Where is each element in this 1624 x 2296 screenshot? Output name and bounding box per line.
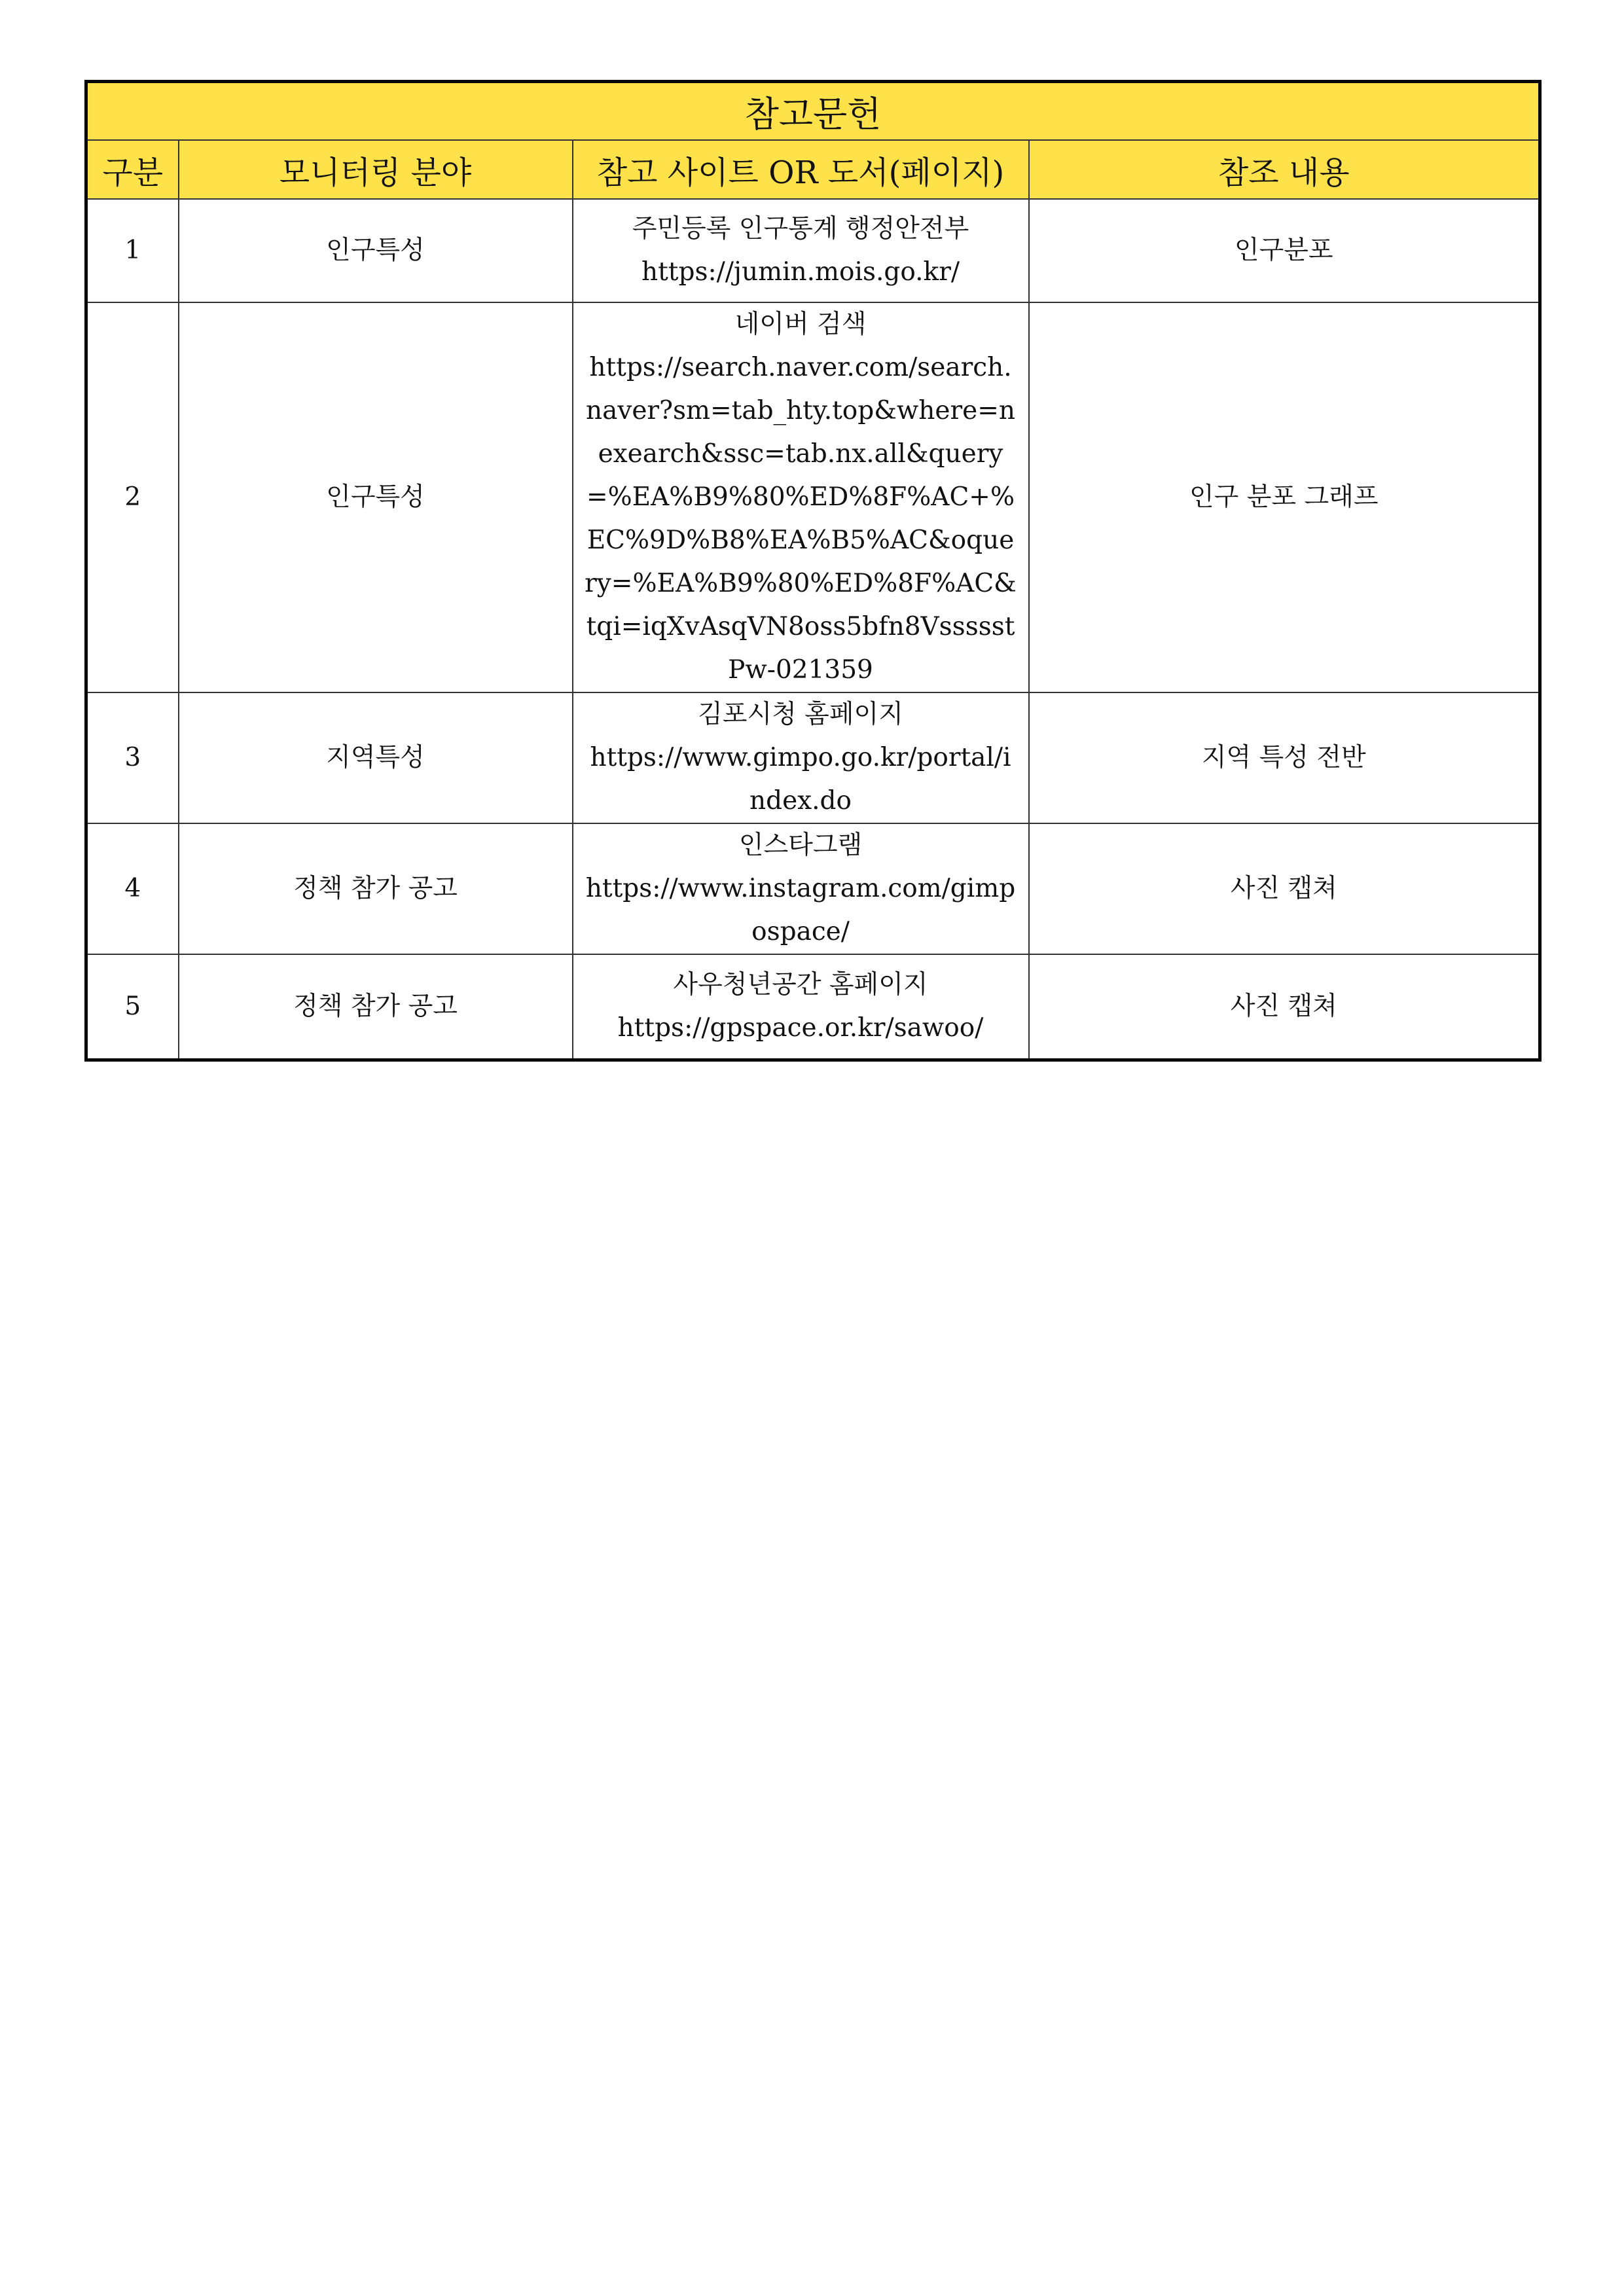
table-row bbox=[86, 823, 1540, 954]
header-field: 모니터링 분야 bbox=[179, 140, 573, 199]
reference-content: 사진 캡쳐 bbox=[1029, 823, 1540, 954]
site-name: 사우청년공간 홈페이지 bbox=[673, 970, 928, 999]
source-cell bbox=[573, 692, 1029, 823]
table-row bbox=[86, 302, 1540, 692]
reference-content: 인구분포 bbox=[1029, 199, 1540, 302]
site-url-link[interactable]: https://jumin.mois.go.kr/ bbox=[641, 257, 960, 287]
header-source: 참고 사이트 OR 도서(페이지) bbox=[573, 140, 1029, 199]
monitoring-field: 지역특성 bbox=[179, 692, 573, 823]
source-cell bbox=[573, 302, 1029, 692]
row-number: 3 bbox=[86, 692, 179, 823]
source-cell bbox=[573, 823, 1029, 954]
table-header-row bbox=[86, 140, 1540, 199]
site-name: 주민등록 인구통계 행정안전부 bbox=[632, 214, 969, 243]
site-name: 인스타그램 bbox=[738, 831, 863, 860]
header-content: 참조 내용 bbox=[1029, 140, 1540, 199]
header-no: 구분 bbox=[86, 140, 179, 199]
site-name: 김포시청 홈페이지 bbox=[698, 700, 903, 729]
row-number: 1 bbox=[86, 199, 179, 302]
table-title: 참고문헌 bbox=[86, 82, 1540, 141]
monitoring-field: 정책 참가 공고 bbox=[179, 823, 573, 954]
references-table bbox=[84, 80, 1542, 1062]
site-url-link[interactable]: https://www.instagram.com/gimpospace/ bbox=[585, 874, 1016, 946]
row-number: 4 bbox=[86, 823, 179, 954]
monitoring-field: 인구특성 bbox=[179, 302, 573, 692]
reference-content: 사진 캡쳐 bbox=[1029, 954, 1540, 1060]
row-number: 5 bbox=[86, 954, 179, 1060]
table-row bbox=[86, 692, 1540, 823]
site-url-link[interactable]: https://search.naver.com/search.naver?sm=tab_hty.top&where=nexearch&ssc=tab.nx.all&query=%EA%B9%80%ED%8F%AC+%EC%9D%B8%EA%B5%AC&oquery=%EA%B9%80%ED%8F%AC&tqi=iqXvAsqVN8oss5bfn8VssssstPw-021359 bbox=[585, 353, 1017, 685]
reference-content: 인구 분포 그래프 bbox=[1029, 302, 1540, 692]
monitoring-field: 정책 참가 공고 bbox=[179, 954, 573, 1060]
site-url-link[interactable]: https://www.gimpo.go.kr/portal/index.do bbox=[590, 743, 1011, 816]
table-row bbox=[86, 199, 1540, 302]
reference-content: 지역 특성 전반 bbox=[1029, 692, 1540, 823]
table-row bbox=[86, 954, 1540, 1060]
site-name: 네이버 검색 bbox=[734, 310, 867, 339]
table-title-row bbox=[86, 82, 1540, 141]
site-url-link[interactable]: https://gpspace.or.kr/sawoo/ bbox=[617, 1013, 984, 1043]
source-cell bbox=[573, 954, 1029, 1060]
monitoring-field: 인구특성 bbox=[179, 199, 573, 302]
row-number: 2 bbox=[86, 302, 179, 692]
source-cell bbox=[573, 199, 1029, 302]
